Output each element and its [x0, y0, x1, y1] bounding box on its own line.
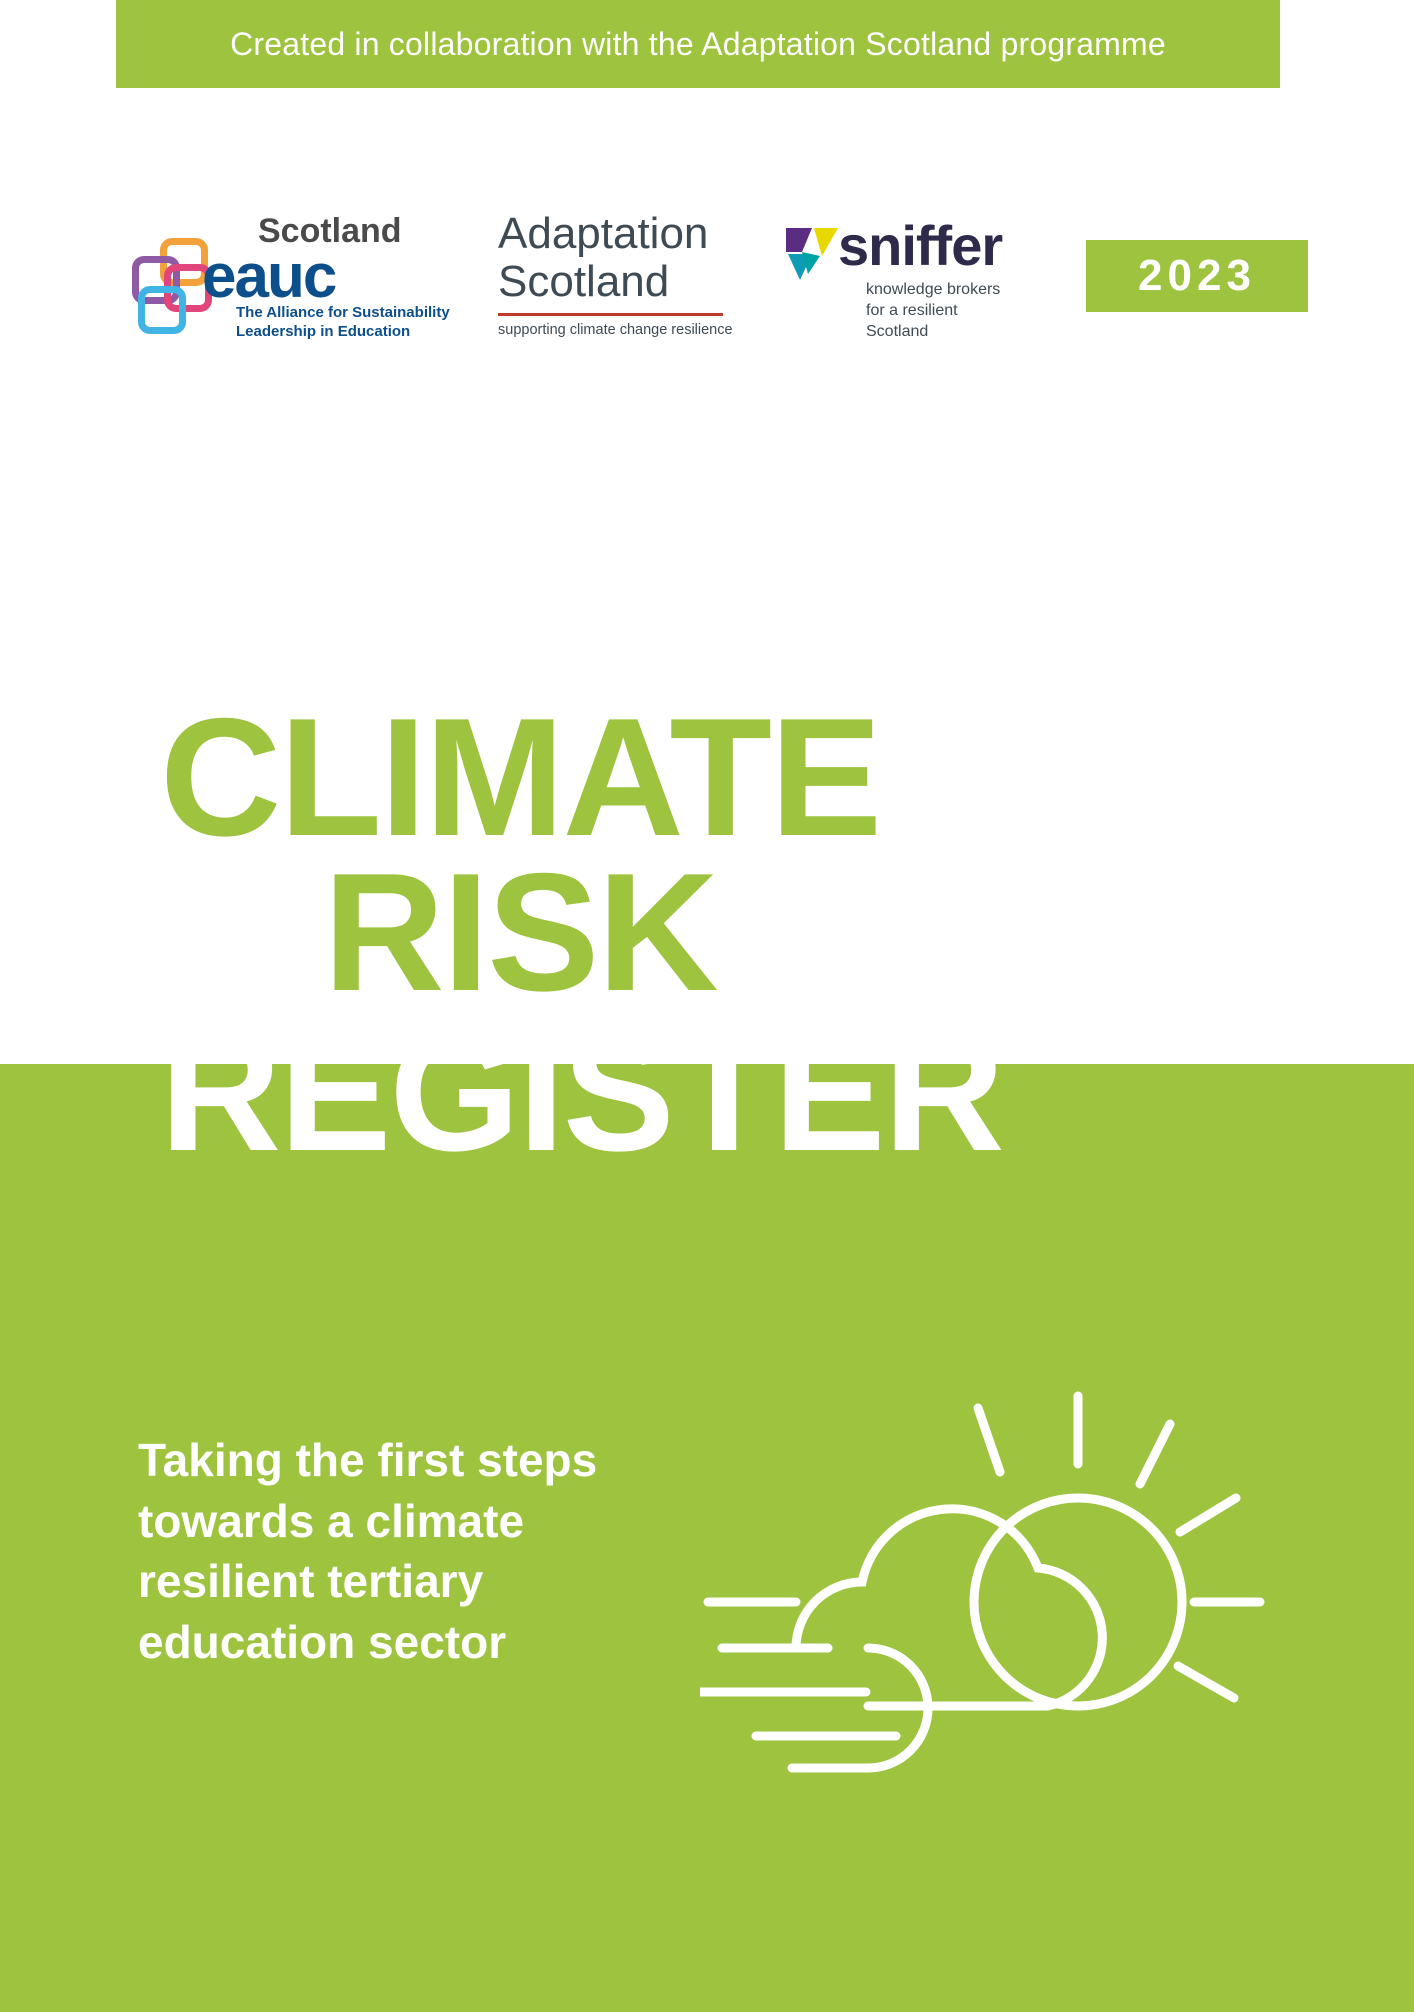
year-badge [1086, 240, 1308, 312]
collaboration-banner-text: Created in collaboration with the Adaptation Scotland programme [230, 25, 1166, 62]
sniffer-logo [782, 214, 1022, 340]
year-badge-text: 2023 [1138, 251, 1256, 300]
eauc-logo-tagline-line1: The Alliance for Sustainability [236, 304, 450, 321]
sun-cloud-wind-icon [700, 1380, 1300, 1800]
adaptation-logo-tagline: supporting climate change resilience [498, 322, 733, 339]
eauc-logo-tagline-line2: Leadership in Education [236, 322, 411, 340]
adaptation-logo-line2: Scotland [498, 256, 670, 306]
sniffer-logo-tagline-line2: for a resilient Scotland [866, 301, 958, 340]
collaboration-banner [116, 0, 1280, 88]
eauc-logo-wordmark: eauc [202, 242, 336, 311]
adaptation-logo-line1: Adaptation [498, 209, 709, 258]
eauc-logo-tagline [236, 304, 450, 342]
page-title [160, 683, 1260, 1187]
sniffer-logo-tagline-line1: knowledge brokers [866, 281, 1001, 298]
sniffer-logo-tagline [866, 280, 1022, 342]
adaptation-scotland-logo [498, 210, 738, 340]
sniffer-logo-wordmark: sniffer [838, 214, 1003, 277]
page-title-line-1: CLIMATE [160, 683, 881, 871]
adaptation-logo-divider [498, 313, 723, 316]
sniffer-mark-icon [782, 222, 844, 284]
page-title-line-2: RISK [323, 837, 717, 1026]
page-subtitle: Taking the first steps towards a climate resilient tertiary education sector [138, 1434, 598, 1669]
eauc-logo [130, 212, 450, 340]
eauc-logo-scotland-label: Scotland [258, 212, 402, 250]
page-title-line-3: REGISTER [160, 998, 1003, 1187]
